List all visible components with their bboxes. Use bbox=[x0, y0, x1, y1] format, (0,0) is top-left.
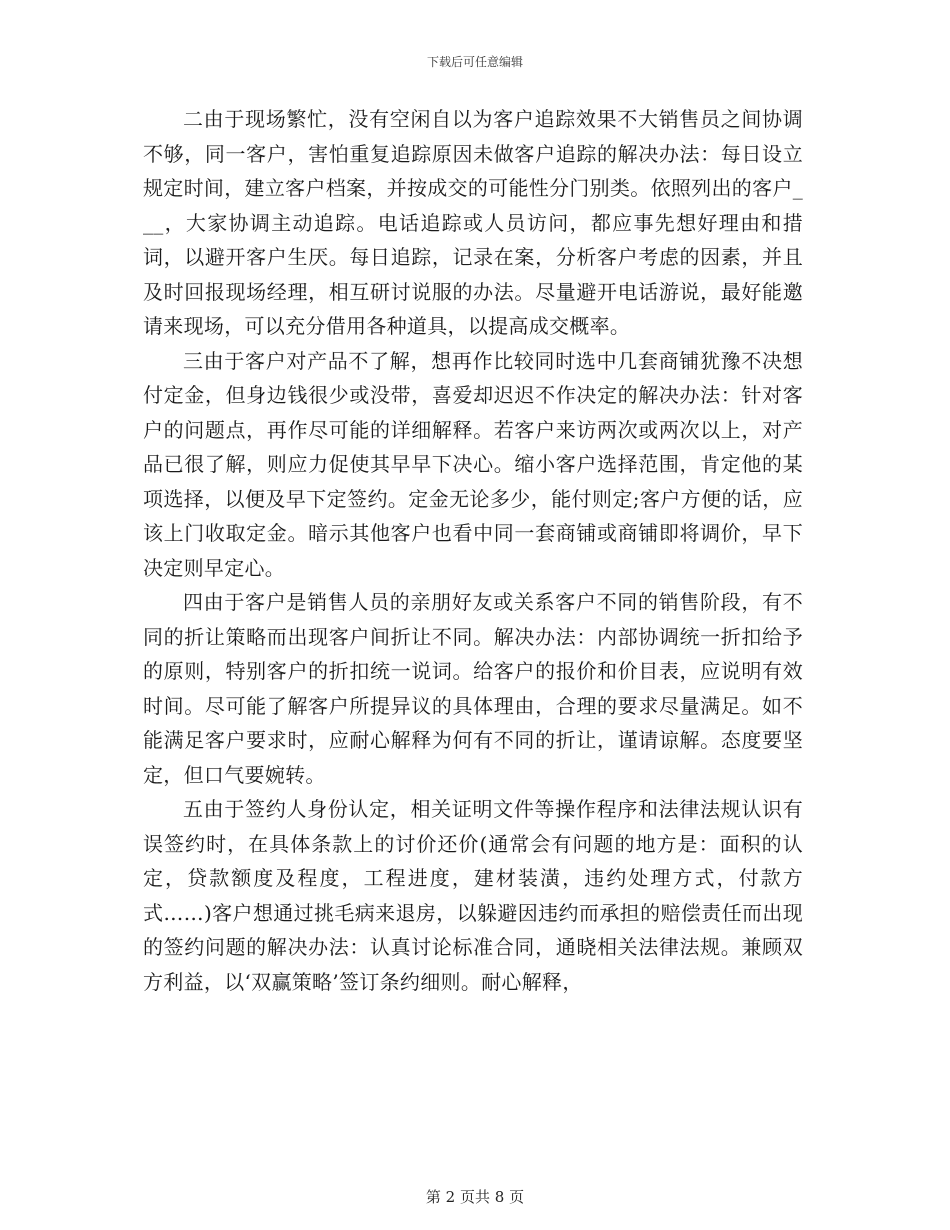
paragraph-4: 四由于客户是销售人员的亲朋好友或关系客户不同的销售阶段，有不同的折让策略而出现客户间折让不同。解决办法：内部协调统一折扣给予的原则，特别客户的折扣统一说词。给客户的报价和价目表，应说明有效时间。尽可能了解客户所提异议的具体理由，合理的要求尽量满足。如不能满足客户要求时，应耐心解释为何有不同的折让，谨请谅解。态度要坚定，但口气要婉转。 bbox=[143, 590, 803, 787]
page-number: 第 2 页共 8 页 bbox=[425, 1188, 525, 1206]
paragraph-2: 二由于现场繁忙，没有空闲自以为客户追踪效果不大销售员之间协调不够，同一客户，害怕重复追踪原因未做客户追踪的解决办法：每日设立规定时间，建立客户档案，并按成交的可能性分门别类。依照列出的客户___，大家协调主动追踪。电话追踪或人员访问，都应事先想好理由和措词，以避开客户生厌。每日追踪，记录在案，分析客户考虑的因素，并且及时回报现场经理，相互研讨说服的办法。尽量避开电话游说，最好能邀请来现场，可以充分借用各种道具，以提高成交概率。 bbox=[143, 107, 803, 338]
page-header: 下载后可任意编辑 bbox=[426, 55, 523, 69]
paragraph-5: 五由于签约人身份认定，相关证明文件等操作程序和法律法规认识有误签约时，在具体条款上的讨价还价(通常会有问题的地方是：面积的认定，贷款额度及程度，工程进度，建材装潢，违约处理方式，付款方式……)客户想通过挑毛病来退房，以躲避因违约而承担的赔偿责任而出现的签约问题的解决办法：认真讨论标准合同，通晓相关法律法规。兼顾双方利益，以‘双赢策略’签订条约细则。耐心解释， bbox=[143, 797, 803, 994]
document-body bbox=[143, 102, 803, 999]
paragraph-3: 三由于客户对产品不了解，想再作比较同时选中几套商铺犹豫不决想付定金，但身边钱很少或没带，喜爱却迟迟不作决定的解决办法：针对客户的问题点，再作尽可能的详细解释。若客户来访两次或两次以上，对产品已很了解，则应力促使其早早下决心。缩小客户选择范围，肯定他的某项选择，以便及早下定签约。定金无论多少，能付则定;客户方便的话，应该上门收取定金。暗示其他客户也看中同一套商铺或商铺即将调价，早下决定则早定心。 bbox=[143, 348, 803, 580]
